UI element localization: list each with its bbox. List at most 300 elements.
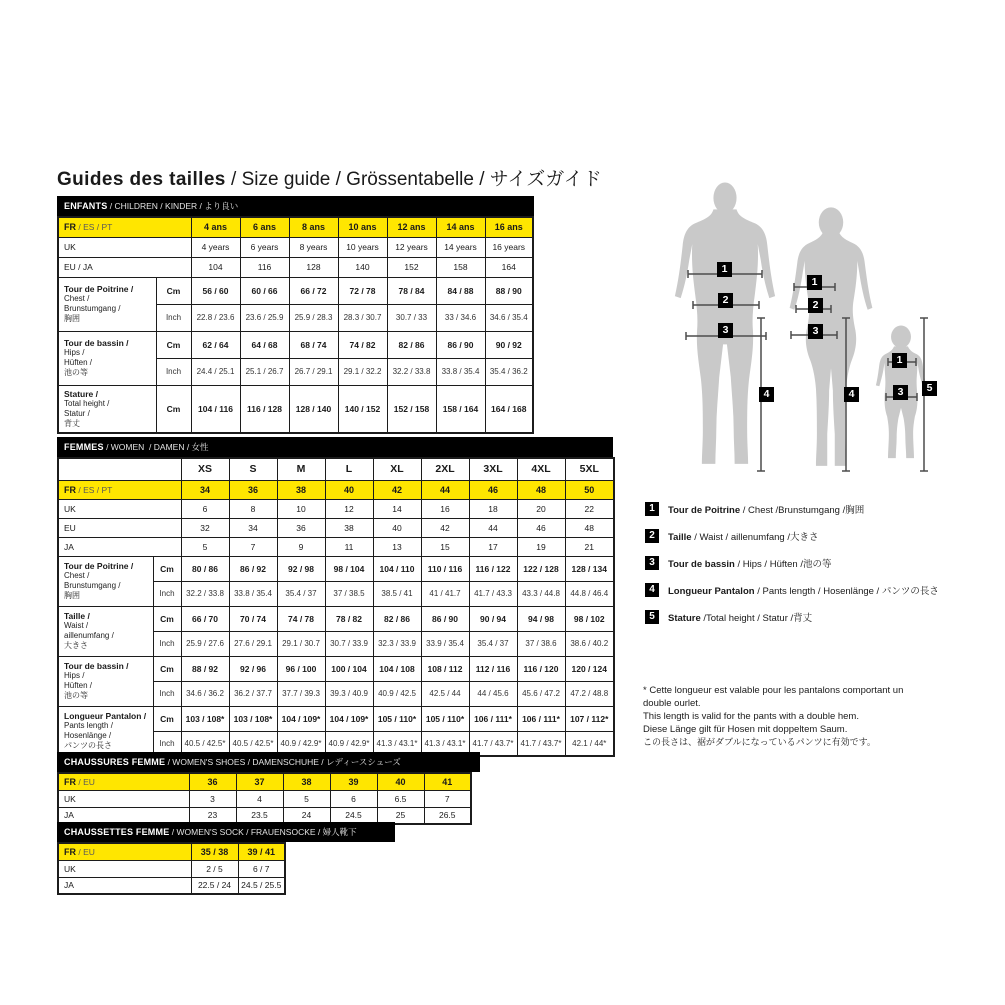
- measure-marker-1: 1: [892, 353, 907, 368]
- unit-label: Cm: [153, 606, 181, 631]
- women-shoes-table: [57, 752, 480, 825]
- table-title: CHAUSSURES FEMME: [64, 757, 166, 767]
- measurement-label: Tour de bassin / Hips / Hüften / 池の等: [58, 331, 156, 385]
- value-cell: 18: [469, 499, 517, 518]
- value-cell: 103 / 108*: [181, 706, 229, 731]
- value-cell: 40: [325, 480, 373, 499]
- value-cell: 42: [421, 518, 469, 537]
- value-cell: 17: [469, 537, 517, 556]
- size-header-cell: 2XL: [421, 458, 469, 480]
- value-cell: 41.3 / 43.1*: [421, 731, 469, 756]
- value-cell: 37 / 38.6: [517, 631, 565, 656]
- row-label: UK: [58, 499, 181, 518]
- value-cell: 78 / 82: [325, 606, 373, 631]
- enfants-header-band: [57, 196, 534, 216]
- row-label: UK: [58, 790, 189, 807]
- value-cell: 104: [191, 257, 240, 277]
- measurement-label: Tour de bassin / Hips / Hüften / 池の等: [58, 656, 153, 706]
- measurement-label: Tour de Poitrine / Chest / Brunstumgang / 胸囲: [58, 277, 156, 331]
- value-cell: 56 / 60: [191, 277, 240, 304]
- footnote-line: * Cette longueur est valable pour les pantalons comportant un: [643, 685, 904, 696]
- value-cell: 37: [236, 773, 283, 790]
- value-cell: 28.3 / 30.7: [338, 304, 387, 331]
- value-cell: 128 / 140: [289, 385, 338, 433]
- value-cell: 8 ans: [289, 217, 338, 237]
- table-row: [58, 860, 285, 877]
- table-row: [58, 480, 614, 499]
- size-header-cell: XS: [181, 458, 229, 480]
- size-header-cell: 5XL: [565, 458, 614, 480]
- value-cell: 41.3 / 43.1*: [373, 731, 421, 756]
- row-label: FR / ES / PT: [58, 480, 181, 499]
- value-cell: 48: [565, 518, 614, 537]
- value-cell: 4: [236, 790, 283, 807]
- footnote-line: Diese Länge gilt für Hosen mit doppeltem Saum.: [643, 724, 848, 735]
- row-label: UK: [58, 860, 191, 877]
- legend-number-box: 2: [645, 529, 659, 543]
- value-cell: 6 ans: [240, 217, 289, 237]
- value-cell: 38.6 / 40.2: [565, 631, 614, 656]
- value-cell: 88 / 92: [181, 656, 229, 681]
- table-row: [58, 606, 614, 631]
- value-cell: 25.1 / 26.7: [240, 358, 289, 385]
- value-cell: 66 / 72: [289, 277, 338, 304]
- footnote-line: この長さは、裾がダブルになっているパンツに有効です。: [643, 737, 876, 747]
- value-cell: 90 / 92: [485, 331, 533, 358]
- page-title: [57, 164, 602, 191]
- row-label: EU / JA: [58, 257, 191, 277]
- value-cell: 38: [325, 518, 373, 537]
- value-cell: 60 / 66: [240, 277, 289, 304]
- value-cell: 116 / 120: [517, 656, 565, 681]
- value-cell: 92 / 96: [229, 656, 277, 681]
- value-cell: 39.3 / 40.9: [325, 681, 373, 706]
- table-row: [58, 773, 471, 790]
- table-title: ENFANTS: [64, 201, 108, 211]
- value-cell: 40.5 / 42.5*: [229, 731, 277, 756]
- table-title-translations: / WOMEN / DAMEN / 女性: [103, 442, 209, 452]
- value-cell: 27.6 / 29.1: [229, 631, 277, 656]
- value-cell: 104 / 116: [191, 385, 240, 433]
- measurement-label: Stature / Total height / Statur / 背丈: [58, 385, 156, 433]
- chaussettes-header-band: [57, 822, 395, 842]
- value-cell: 106 / 111*: [469, 706, 517, 731]
- measurement-legend: [645, 502, 990, 637]
- value-cell: 86 / 92: [229, 556, 277, 581]
- value-cell: 96 / 100: [277, 656, 325, 681]
- value-cell: 22.5 / 24: [191, 877, 238, 894]
- value-cell: 40.9 / 42.5: [373, 681, 421, 706]
- size-header-cell: 3XL: [469, 458, 517, 480]
- value-cell: 104 / 109*: [277, 706, 325, 731]
- value-cell: 10 ans: [338, 217, 387, 237]
- value-cell: 44 / 45.6: [469, 681, 517, 706]
- legend-label: Stature /Total height / Statur /背丈: [668, 613, 813, 624]
- children-size-table: [57, 196, 534, 434]
- unit-label: Inch: [156, 304, 191, 331]
- size-header-cell: 4XL: [517, 458, 565, 480]
- value-cell: 16 years: [485, 237, 533, 257]
- value-cell: 25: [377, 807, 424, 824]
- table-title: FEMMES: [64, 442, 104, 452]
- value-cell: 158: [436, 257, 485, 277]
- legend-label: Tour de bassin / Hips / Hüften /池の等: [668, 559, 832, 570]
- value-cell: 74 / 78: [277, 606, 325, 631]
- table-row: [58, 458, 614, 480]
- size-header-cell: L: [325, 458, 373, 480]
- row-label: FR / ES / PT: [58, 217, 191, 237]
- value-cell: 33.8 / 35.4: [229, 581, 277, 606]
- measure-marker-3: 3: [893, 385, 908, 400]
- table-row: [58, 257, 533, 277]
- legend-label: Longueur Pantalon / Pants length / Hosenlänge / パンツの長さ: [668, 586, 939, 597]
- unit-label: Inch: [156, 358, 191, 385]
- value-cell: 8: [229, 499, 277, 518]
- value-cell: 35.4 / 36.2: [485, 358, 533, 385]
- measure-marker-4: 4: [759, 387, 774, 402]
- row-label: JA: [58, 877, 191, 894]
- legend-item: [645, 502, 990, 516]
- legend-item: [645, 529, 990, 543]
- value-cell: 48: [517, 480, 565, 499]
- unit-label: Cm: [156, 385, 191, 433]
- value-cell: 38.5 / 41: [373, 581, 421, 606]
- value-cell: 152 / 158: [387, 385, 436, 433]
- value-cell: 12 ans: [387, 217, 436, 237]
- value-cell: 46: [469, 480, 517, 499]
- value-cell: 140 / 152: [338, 385, 387, 433]
- size-header-cell: XL: [373, 458, 421, 480]
- value-cell: 32: [181, 518, 229, 537]
- table-row: [58, 331, 533, 358]
- value-cell: 88 / 90: [485, 277, 533, 304]
- value-cell: 86 / 90: [421, 606, 469, 631]
- measure-marker-3: 3: [808, 324, 823, 339]
- body-measurement-diagram: [648, 170, 970, 492]
- value-cell: 41: [424, 773, 471, 790]
- value-cell: 37.7 / 39.3: [277, 681, 325, 706]
- value-cell: 23.5: [236, 807, 283, 824]
- value-cell: 104 / 108: [373, 656, 421, 681]
- women-size-table: [57, 437, 615, 757]
- value-cell: 38: [283, 773, 330, 790]
- value-cell: 32.3 / 33.9: [373, 631, 421, 656]
- value-cell: 4 years: [191, 237, 240, 257]
- table-row: [58, 237, 533, 257]
- table-row: [58, 706, 614, 731]
- row-label: JA: [58, 807, 189, 824]
- value-cell: 41.7 / 43.7*: [517, 731, 565, 756]
- value-cell: 25.9 / 27.6: [181, 631, 229, 656]
- value-cell: 24.5: [330, 807, 377, 824]
- table-row: [58, 843, 285, 860]
- legend-number-box: 1: [645, 502, 659, 516]
- value-cell: 20: [517, 499, 565, 518]
- chaussettes-table: [57, 842, 286, 895]
- value-cell: 105 / 110*: [373, 706, 421, 731]
- value-cell: 33 / 34.6: [436, 304, 485, 331]
- value-cell: 82 / 86: [373, 606, 421, 631]
- value-cell: 19: [517, 537, 565, 556]
- value-cell: 41.7 / 43.7*: [469, 731, 517, 756]
- value-cell: 30.7 / 33: [387, 304, 436, 331]
- value-cell: 34: [181, 480, 229, 499]
- value-cell: 26.7 / 29.1: [289, 358, 338, 385]
- value-cell: 128: [289, 257, 338, 277]
- table-row: [58, 656, 614, 681]
- value-cell: 34.6 / 36.2: [181, 681, 229, 706]
- value-cell: 40.9 / 42.9*: [325, 731, 373, 756]
- measurement-label: Taille / Waist / aillenumfang / 大きさ: [58, 606, 153, 656]
- size-header-cell: S: [229, 458, 277, 480]
- value-cell: 42.1 / 44*: [565, 731, 614, 756]
- value-cell: 110 / 116: [421, 556, 469, 581]
- row-label: UK: [58, 237, 191, 257]
- legend-label: Taille / Waist / aillenumfang /大きさ: [668, 532, 819, 543]
- unit-label: Cm: [153, 706, 181, 731]
- row-label: FR / EU: [58, 773, 189, 790]
- value-cell: 35.4 / 37: [277, 581, 325, 606]
- value-cell: 10: [277, 499, 325, 518]
- value-cell: 164: [485, 257, 533, 277]
- value-cell: 104 / 110: [373, 556, 421, 581]
- value-cell: 74 / 82: [338, 331, 387, 358]
- value-cell: 33.9 / 35.4: [421, 631, 469, 656]
- measure-marker-4: 4: [844, 387, 859, 402]
- value-cell: 116: [240, 257, 289, 277]
- legend-number-box: 5: [645, 610, 659, 624]
- value-cell: 152: [387, 257, 436, 277]
- value-cell: 100 / 104: [325, 656, 373, 681]
- value-cell: 36: [189, 773, 236, 790]
- footnote-line: double ourlet.: [643, 698, 701, 709]
- value-cell: 107 / 112*: [565, 706, 614, 731]
- value-cell: 47.2 / 48.8: [565, 681, 614, 706]
- value-cell: 62 / 64: [191, 331, 240, 358]
- measure-marker-1: 1: [807, 275, 822, 290]
- table-row: [58, 217, 533, 237]
- value-cell: 3: [189, 790, 236, 807]
- value-cell: 9: [277, 537, 325, 556]
- table-title-translations: / WOMEN'S SHOES / DAMENSCHUHE / レディースシューズ: [165, 757, 401, 767]
- table-row: [58, 499, 614, 518]
- value-cell: 13: [373, 537, 421, 556]
- value-cell: 39 / 41: [238, 843, 285, 860]
- value-cell: 40.9 / 42.9*: [277, 731, 325, 756]
- women-socks-table: [57, 822, 395, 895]
- value-cell: 5: [181, 537, 229, 556]
- value-cell: 36: [229, 480, 277, 499]
- value-cell: 84 / 88: [436, 277, 485, 304]
- size-header-cell: M: [277, 458, 325, 480]
- value-cell: 39: [330, 773, 377, 790]
- measure-marker-2: 2: [808, 298, 823, 313]
- value-cell: 90 / 94: [469, 606, 517, 631]
- value-cell: 116 / 122: [469, 556, 517, 581]
- value-cell: 4 ans: [191, 217, 240, 237]
- value-cell: 25.9 / 28.3: [289, 304, 338, 331]
- value-cell: 32.2 / 33.8: [387, 358, 436, 385]
- unit-label: Inch: [153, 631, 181, 656]
- value-cell: 41 / 41.7: [421, 581, 469, 606]
- value-cell: 11: [325, 537, 373, 556]
- unit-label: Cm: [156, 331, 191, 358]
- value-cell: 70 / 74: [229, 606, 277, 631]
- value-cell: 158 / 164: [436, 385, 485, 433]
- value-cell: 120 / 124: [565, 656, 614, 681]
- table-title: CHAUSSETTES FEMME: [64, 827, 170, 837]
- value-cell: 98 / 102: [565, 606, 614, 631]
- value-cell: 23.6 / 25.9: [240, 304, 289, 331]
- value-cell: 44: [421, 480, 469, 499]
- unit-label: Cm: [153, 656, 181, 681]
- value-cell: 37 / 38.5: [325, 581, 373, 606]
- footnote-line: This length is valid for the pants with a double hem.: [643, 711, 859, 722]
- value-cell: 78 / 84: [387, 277, 436, 304]
- value-cell: 15: [421, 537, 469, 556]
- enfants-table: [57, 216, 534, 434]
- unit-label: Inch: [153, 581, 181, 606]
- page-title-main: Guides des tailles: [57, 169, 226, 190]
- value-cell: 38: [277, 480, 325, 499]
- value-cell: 64 / 68: [240, 331, 289, 358]
- unit-label: Cm: [153, 556, 181, 581]
- value-cell: 24.4 / 25.1: [191, 358, 240, 385]
- value-cell: 22.8 / 23.6: [191, 304, 240, 331]
- table-row: [58, 518, 614, 537]
- value-cell: 6: [181, 499, 229, 518]
- value-cell: 80 / 86: [181, 556, 229, 581]
- value-cell: 122 / 128: [517, 556, 565, 581]
- unit-label: Inch: [153, 731, 181, 756]
- value-cell: 14 ans: [436, 217, 485, 237]
- value-cell: 41.7 / 43.3: [469, 581, 517, 606]
- legend-item: [645, 610, 990, 624]
- empty-cell: [58, 458, 181, 480]
- value-cell: 40: [377, 773, 424, 790]
- value-cell: 6 years: [240, 237, 289, 257]
- value-cell: 32.2 / 33.8: [181, 581, 229, 606]
- legend-item: [645, 583, 990, 597]
- measurement-label: Tour de Poitrine / Chest / Brunstumgang / 胸囲: [58, 556, 153, 606]
- value-cell: 14: [373, 499, 421, 518]
- value-cell: 26.5: [424, 807, 471, 824]
- table-row: [58, 790, 471, 807]
- value-cell: 44: [469, 518, 517, 537]
- value-cell: 6 / 7: [238, 860, 285, 877]
- measure-marker-1: 1: [717, 262, 732, 277]
- table-row: [58, 556, 614, 581]
- value-cell: 72 / 78: [338, 277, 387, 304]
- value-cell: 34: [229, 518, 277, 537]
- value-cell: 98 / 104: [325, 556, 373, 581]
- value-cell: 14 years: [436, 237, 485, 257]
- value-cell: 68 / 74: [289, 331, 338, 358]
- value-cell: 7: [229, 537, 277, 556]
- unit-label: Inch: [153, 681, 181, 706]
- value-cell: 103 / 108*: [229, 706, 277, 731]
- value-cell: 112 / 116: [469, 656, 517, 681]
- value-cell: 24: [283, 807, 330, 824]
- value-cell: 34.6 / 35.4: [485, 304, 533, 331]
- value-cell: 43.3 / 44.8: [517, 581, 565, 606]
- value-cell: 105 / 110*: [421, 706, 469, 731]
- value-cell: 40.5 / 42.5*: [181, 731, 229, 756]
- value-cell: 22: [565, 499, 614, 518]
- row-label: FR / EU: [58, 843, 191, 860]
- value-cell: 42.5 / 44: [421, 681, 469, 706]
- value-cell: 8 years: [289, 237, 338, 257]
- measure-marker-5: 5: [922, 381, 937, 396]
- value-cell: 12: [325, 499, 373, 518]
- legend-label: Tour de Poitrine / Chest /Brunstumgang /胸囲: [668, 505, 865, 516]
- measure-marker-2: 2: [718, 293, 733, 308]
- value-cell: 46: [517, 518, 565, 537]
- value-cell: 40: [373, 518, 421, 537]
- value-cell: 33.8 / 35.4: [436, 358, 485, 385]
- value-cell: 140: [338, 257, 387, 277]
- value-cell: 23: [189, 807, 236, 824]
- value-cell: 16: [421, 499, 469, 518]
- value-cell: 44.8 / 46.4: [565, 581, 614, 606]
- value-cell: 86 / 90: [436, 331, 485, 358]
- value-cell: 7: [424, 790, 471, 807]
- value-cell: 10 years: [338, 237, 387, 257]
- value-cell: 12 years: [387, 237, 436, 257]
- legend-number-box: 4: [645, 583, 659, 597]
- row-label: EU: [58, 518, 181, 537]
- value-cell: 29.1 / 32.2: [338, 358, 387, 385]
- femmes-header-band: [57, 437, 613, 457]
- chaussures-header-band: [57, 752, 480, 772]
- legend-number-box: 3: [645, 556, 659, 570]
- unit-label: Cm: [156, 277, 191, 304]
- value-cell: 104 / 109*: [325, 706, 373, 731]
- value-cell: 24.5 / 25.5: [238, 877, 285, 894]
- table-title-translations: / WOMEN'S SOCK / FRAUENSOCKE / 婦人靴下: [169, 827, 357, 837]
- table-row: [58, 877, 285, 894]
- value-cell: 106 / 111*: [517, 706, 565, 731]
- value-cell: 42: [373, 480, 421, 499]
- value-cell: 94 / 98: [517, 606, 565, 631]
- table-row: [58, 385, 533, 433]
- value-cell: 108 / 112: [421, 656, 469, 681]
- value-cell: 164 / 168: [485, 385, 533, 433]
- chaussures-table: [57, 772, 472, 825]
- table-row: [58, 277, 533, 304]
- value-cell: 5: [283, 790, 330, 807]
- value-cell: 116 / 128: [240, 385, 289, 433]
- value-cell: 2 / 5: [191, 860, 238, 877]
- femmes-table: [57, 457, 615, 757]
- page-title-translations: / Size guide / Grössentabelle / サイズガイド: [225, 169, 602, 190]
- length-footnote: [643, 684, 983, 749]
- value-cell: 30.7 / 33.9: [325, 631, 373, 656]
- value-cell: 66 / 70: [181, 606, 229, 631]
- row-label: JA: [58, 537, 181, 556]
- measurement-label: Longueur Pantalon / Pants length / Hosenlänge / パンツの長さ: [58, 706, 153, 756]
- value-cell: 45.6 / 47.2: [517, 681, 565, 706]
- table-row: [58, 537, 614, 556]
- value-cell: 16 ans: [485, 217, 533, 237]
- value-cell: 92 / 98: [277, 556, 325, 581]
- value-cell: 35 / 38: [191, 843, 238, 860]
- value-cell: 6: [330, 790, 377, 807]
- value-cell: 128 / 134: [565, 556, 614, 581]
- value-cell: 21: [565, 537, 614, 556]
- value-cell: 82 / 86: [387, 331, 436, 358]
- value-cell: 35.4 / 37: [469, 631, 517, 656]
